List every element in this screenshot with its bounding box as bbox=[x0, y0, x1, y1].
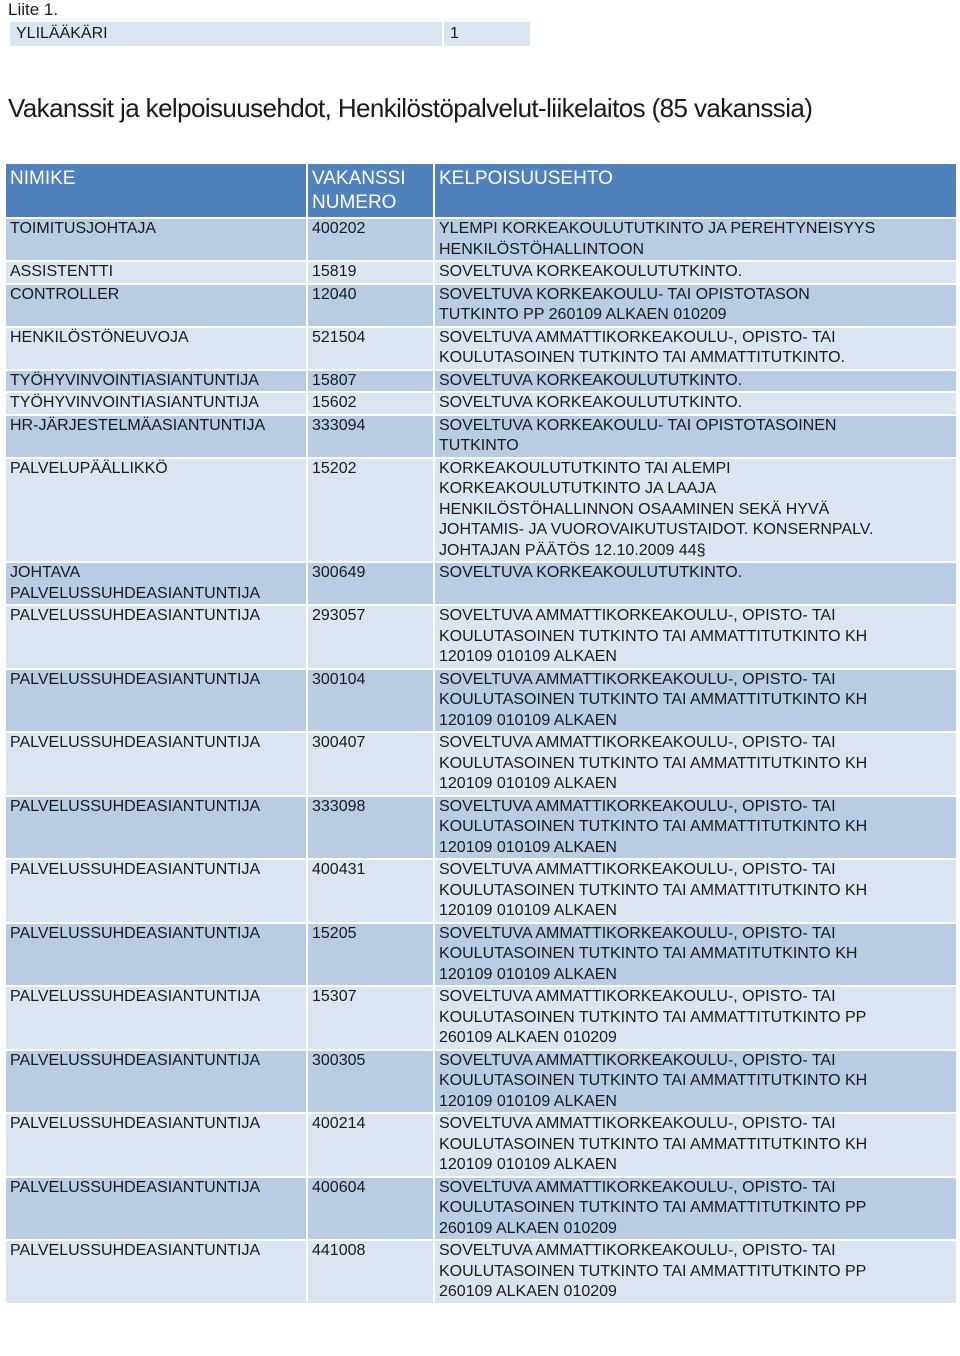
vacancy-number: 15807 bbox=[306, 371, 433, 392]
table-row bbox=[6, 1241, 956, 1303]
header-number: VAKANSSI NUMERO bbox=[306, 164, 433, 217]
table-row bbox=[6, 285, 956, 326]
header-title: NIMIKE bbox=[6, 164, 306, 217]
table-row bbox=[6, 416, 956, 457]
vacancy-number: 15819 bbox=[306, 262, 433, 283]
vacancy-title: TYÖHYVINVOINTIASIANTUNTIJA bbox=[6, 393, 306, 414]
vacancy-number: 15602 bbox=[306, 393, 433, 414]
table-row bbox=[6, 1051, 956, 1113]
vacancy-number: 400604 bbox=[306, 1178, 433, 1240]
vacancy-title: PALVELUSSUHDEASIANTUNTIJA bbox=[6, 606, 306, 668]
vacancy-qualification: SOVELTUVA AMMATTIKORKEAKOULU-, OPISTO- TAI KOULUTASOINEN TUTKINTO TAI AMMATTITUTKINTO KH 120109 010109 ALKAEN bbox=[433, 733, 956, 795]
vacancy-qualification: SOVELTUVA AMMATTIKORKEAKOULU-, OPISTO- TAI KOULUTASOINEN TUTKINTO TAI AMMATITUTKINTO KH 120109 010109 ALKAEN bbox=[433, 924, 956, 986]
vacancy-table bbox=[6, 162, 956, 1305]
vacancy-number: 300649 bbox=[306, 563, 433, 604]
vacancy-title: PALVELUSSUHDEASIANTUNTIJA bbox=[6, 1051, 306, 1113]
table-row bbox=[6, 987, 956, 1049]
vacancy-title: CONTROLLER bbox=[6, 285, 306, 326]
table-row bbox=[6, 262, 956, 283]
table-header-row bbox=[6, 164, 956, 217]
vacancy-qualification: SOVELTUVA AMMATTIKORKEAKOULU-, OPISTO- TAI KOULUTASOINEN TUTKINTO TAI AMMATTITUTKINTO KH 120109 010109 ALKAEN bbox=[433, 606, 956, 668]
vacancy-number: 300305 bbox=[306, 1051, 433, 1113]
vacancy-title: PALVELUSSUHDEASIANTUNTIJA bbox=[6, 924, 306, 986]
vacancy-qualification: SOVELTUVA KORKEAKOULUTUTKINTO. bbox=[433, 262, 956, 283]
table-row bbox=[6, 924, 956, 986]
vacancy-number: 521504 bbox=[306, 328, 433, 369]
table-row bbox=[6, 219, 956, 260]
vacancy-number: 15307 bbox=[306, 987, 433, 1049]
vacancy-title: HR-JÄRJESTELMÄASIANTUNTIJA bbox=[6, 416, 306, 457]
vacancy-qualification: SOVELTUVA AMMATTIKORKEAKOULU-, OPISTO- TAI KOULUTASOINEN TUTKINTO TAI AMMATTITUTKINTO PP 260109 ALKAEN 010209 bbox=[433, 1241, 956, 1303]
vacancy-qualification: SOVELTUVA AMMATTIKORKEAKOULU-, OPISTO- TAI KOULUTASOINEN TUTKINTO TAI AMMATTITUTKINTO PP 260109 ALKAEN 010209 bbox=[433, 987, 956, 1049]
vacancy-title: PALVELUSSUHDEASIANTUNTIJA bbox=[6, 670, 306, 732]
vacancy-number: 293057 bbox=[306, 606, 433, 668]
summary-role: YLILÄÄKÄRI bbox=[10, 22, 442, 46]
vacancy-title: PALVELUSSUHDEASIANTUNTIJA bbox=[6, 797, 306, 859]
vacancy-number: 15202 bbox=[306, 459, 433, 562]
table-row bbox=[6, 563, 956, 604]
vacancy-title: PALVELUSSUHDEASIANTUNTIJA bbox=[6, 1178, 306, 1240]
table-row bbox=[6, 670, 956, 732]
vacancy-number: 300104 bbox=[306, 670, 433, 732]
vacancy-qualification: SOVELTUVA AMMATTIKORKEAKOULU-, OPISTO- TAI KOULUTASOINEN TUTKINTO TAI AMMATTITUTKINTO KH 120109 010109 ALKAEN bbox=[433, 1114, 956, 1176]
vacancy-title: JOHTAVA PALVELUSSUHDEASIANTUNTIJA bbox=[6, 563, 306, 604]
header-qualification: KELPOISUUSEHTO bbox=[433, 164, 956, 217]
vacancy-number: 333098 bbox=[306, 797, 433, 859]
vacancy-qualification: SOVELTUVA AMMATTIKORKEAKOULU-, OPISTO- TAI KOULUTASOINEN TUTKINTO TAI AMMATTITUTKINTO KH 120109 010109 ALKAEN bbox=[433, 670, 956, 732]
vacancy-qualification: SOVELTUVA AMMATTIKORKEAKOULU-, OPISTO- TAI KOULUTASOINEN TUTKINTO TAI AMMATTITUTKINTO KH 120109 010109 ALKAEN bbox=[433, 860, 956, 922]
vacancy-number: 333094 bbox=[306, 416, 433, 457]
vacancy-title: PALVELUPÄÄLLIKKÖ bbox=[6, 459, 306, 562]
vacancy-title: ASSISTENTTI bbox=[6, 262, 306, 283]
vacancy-qualification: SOVELTUVA AMMATTIKORKEAKOULU-, OPISTO- TAI KOULUTASOINEN TUTKINTO TAI AMMATTITUTKINTO KH 120109 010109 ALKAEN bbox=[433, 797, 956, 859]
table-row bbox=[6, 797, 956, 859]
vacancy-title: HENKILÖSTÖNEUVOJA bbox=[6, 328, 306, 369]
vacancy-qualification: SOVELTUVA KORKEAKOULUTUTKINTO. bbox=[433, 563, 956, 604]
vacancy-number: 12040 bbox=[306, 285, 433, 326]
vacancy-qualification: SOVELTUVA KORKEAKOULUTUTKINTO. bbox=[433, 371, 956, 392]
vacancy-qualification: SOVELTUVA KORKEAKOULU- TAI OPISTOTASON TUTKINTO PP 260109 ALKAEN 010209 bbox=[433, 285, 956, 326]
vacancy-number: 400431 bbox=[306, 860, 433, 922]
summary-count: 1 bbox=[444, 22, 530, 46]
vacancy-number: 400202 bbox=[306, 219, 433, 260]
vacancy-number: 400214 bbox=[306, 1114, 433, 1176]
page-label: Liite 1. bbox=[8, 0, 59, 19]
table-row bbox=[6, 371, 956, 392]
vacancy-title: PALVELUSSUHDEASIANTUNTIJA bbox=[6, 860, 306, 922]
table-row bbox=[6, 459, 956, 562]
vacancy-qualification: SOVELTUVA AMMATTIKORKEAKOULU-, OPISTO- TAI KOULUTASOINEN TUTKINTO TAI AMMATTITUTKINTO PP 260109 ALKAEN 010209 bbox=[433, 1178, 956, 1240]
page-title: Vakanssit ja kelpoisuusehdot, Henkilöstöpalvelut-liikelaitos (85 vakanssia) bbox=[8, 93, 813, 123]
table-row bbox=[6, 328, 956, 369]
vacancy-qualification: SOVELTUVA KORKEAKOULU- TAI OPISTOTASOINEN TUTKINTO bbox=[433, 416, 956, 457]
vacancy-title: PALVELUSSUHDEASIANTUNTIJA bbox=[6, 1241, 306, 1303]
table-row bbox=[6, 1178, 956, 1240]
vacancy-title: PALVELUSSUHDEASIANTUNTIJA bbox=[6, 987, 306, 1049]
table-row bbox=[6, 393, 956, 414]
table-row bbox=[6, 1114, 956, 1176]
vacancy-title: TOIMITUSJOHTAJA bbox=[6, 219, 306, 260]
summary-row bbox=[10, 22, 530, 46]
vacancy-number: 15205 bbox=[306, 924, 433, 986]
vacancy-title: TYÖHYVINVOINTIASIANTUNTIJA bbox=[6, 371, 306, 392]
summary-table bbox=[8, 22, 532, 46]
table-row bbox=[6, 733, 956, 795]
vacancy-number: 441008 bbox=[306, 1241, 433, 1303]
vacancy-qualification: KORKEAKOULUTUTKINTO TAI ALEMPI KORKEAKOULUTUTKINTO JA LAAJA HENKILÖSTÖHALLINNON OSAAMINEN SEKÄ HYVÄ JOHTAMIS- JA VUOROVAIKUTUSTAIDOT. KONSERNPALV. JOHTAJAN PÄÄTÖS 12.10.2009 44§ bbox=[433, 459, 956, 562]
table-row bbox=[6, 860, 956, 922]
vacancy-qualification: SOVELTUVA AMMATTIKORKEAKOULU-, OPISTO- TAI KOULUTASOINEN TUTKINTO TAI AMMATTITUTKINTO KH 120109 010109 ALKAEN bbox=[433, 1051, 956, 1113]
vacancy-qualification: YLEMPI KORKEAKOULUTUTKINTO JA PEREHTYNEISYYS HENKILÖSTÖHALLINTOON bbox=[433, 219, 956, 260]
vacancy-number: 300407 bbox=[306, 733, 433, 795]
vacancy-qualification: SOVELTUVA AMMATTIKORKEAKOULU-, OPISTO- TAI KOULUTASOINEN TUTKINTO TAI AMMATTITUTKINTO. bbox=[433, 328, 956, 369]
vacancy-qualification: SOVELTUVA KORKEAKOULUTUTKINTO. bbox=[433, 393, 956, 414]
vacancy-title: PALVELUSSUHDEASIANTUNTIJA bbox=[6, 733, 306, 795]
table-row bbox=[6, 606, 956, 668]
vacancy-title: PALVELUSSUHDEASIANTUNTIJA bbox=[6, 1114, 306, 1176]
